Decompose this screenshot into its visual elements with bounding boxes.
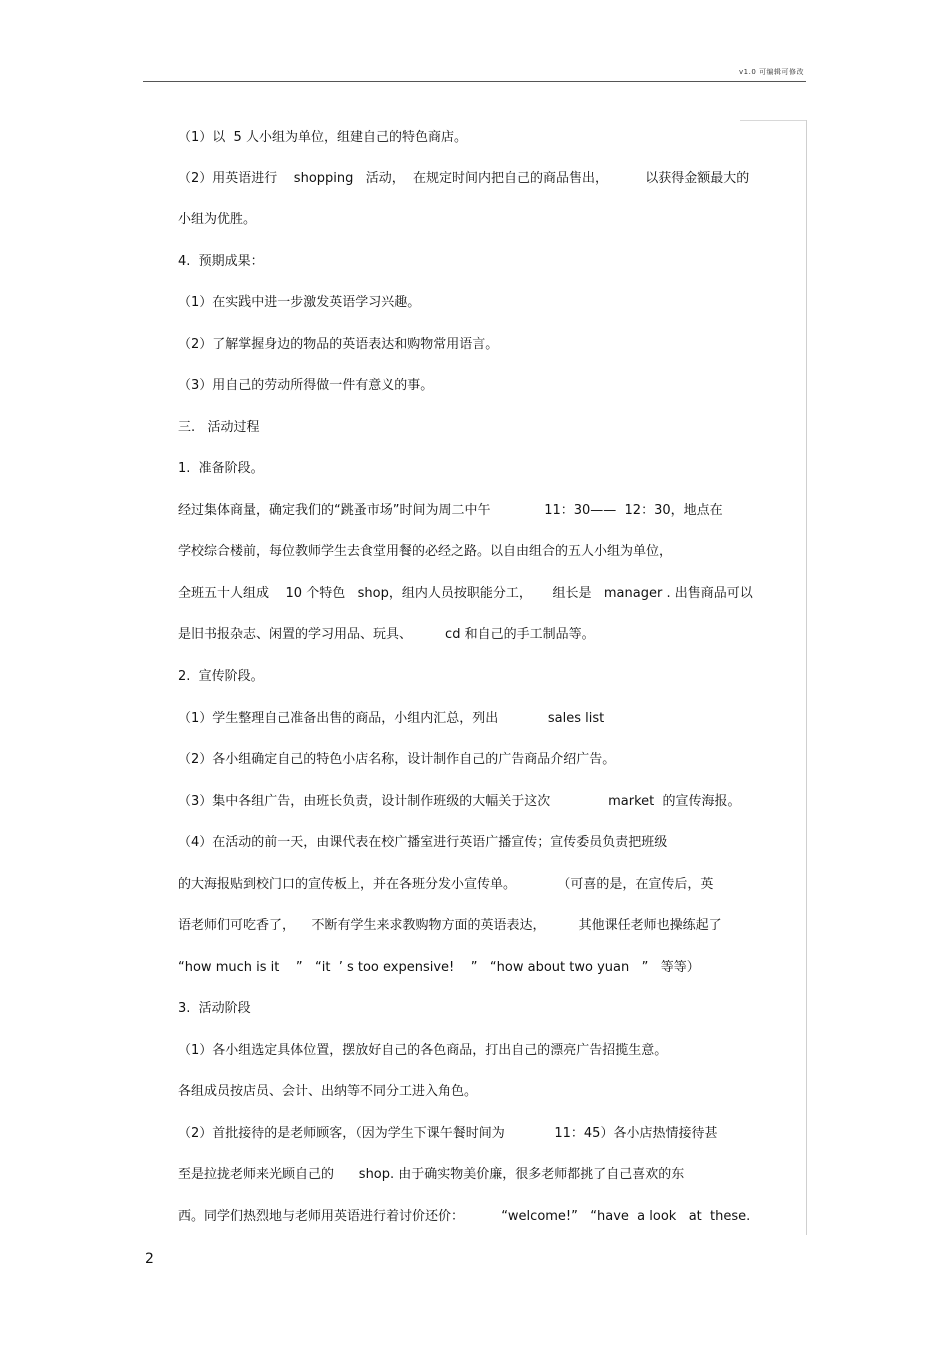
section-heading: 2. 宣传阶段。 — [178, 669, 264, 684]
text-line: （2）首批接待的是老师顾客，（因为学生下课午餐时间为 11：45）各小店热情接待甚 — [178, 1126, 718, 1141]
header-rule — [143, 81, 806, 82]
text-line: 语老师们可吃香了， 不断有学生来求教购物方面的英语表达， 其他课任老师也操练起了 — [178, 918, 722, 933]
text-line: 西。同学们热烈地与老师用英语进行着讨价还价： “welcome!” “have a look at these. — [178, 1209, 751, 1224]
text-line: 的大海报贴到校门口的宣传板上，并在各班分发小宣传单。 （可喜的是，在宣传后，英 — [178, 877, 714, 892]
text-line: 经过集体商量，确定我们的“跳蚤市场”时间为周二中午 11：30—— 12：30，地点在 — [178, 503, 723, 518]
section-heading: 3. 活动阶段 — [178, 1001, 251, 1016]
text-line: 是旧书报杂志、闲置的学习用品、玩具、 cd 和自己的手工制品等。 — [178, 627, 595, 642]
section-heading: 1. 准备阶段。 — [178, 461, 264, 476]
text-line: 至是拉拢老师来光顾自己的 shop. 由于确实物美价廉，很多老师都挑了自己喜欢的东 — [178, 1167, 685, 1182]
text-line: （4）在活动的前一天，由课代表在校广播室进行英语广播宣传；宣传委员负责把班级 — [178, 835, 668, 850]
header-version-text: v1.0 可编辑可修改 — [739, 68, 804, 76]
text-line: （2）了解掌握身边的物品的英语表达和购物常用语言。 — [178, 337, 499, 352]
text-line: （2）各小组确定自己的特色小店名称，设计制作自己的广告商品介绍广告。 — [178, 752, 616, 767]
frame-right-border — [806, 120, 807, 1235]
section-heading: 三. 活动过程 — [178, 420, 260, 435]
section-heading: 4. 预期成果： — [178, 254, 264, 269]
text-line: 各组成员按店员、会计、出纳等不同分工进入角色。 — [178, 1084, 478, 1099]
text-line: （1）各小组选定具体位置，摆放好自己的各色商品，打出自己的漂亮广告招揽生意。 — [178, 1043, 668, 1058]
text-line: 全班五十人组成 10 个特色 shop，组内人员按职能分工， 组长是 manager . 出售商品可以 — [178, 586, 753, 601]
text-line: （3）集中各组广告，由班长负责，设计制作班级的大幅关于这次 market 的宣传海报。 — [178, 794, 741, 809]
page-number: 2 — [145, 1251, 154, 1267]
text-line: （1）以 5 人小组为单位，组建自己的特色商店。 — [178, 130, 467, 145]
text-line: （3）用自己的劳动所得做一件有意义的事。 — [178, 378, 434, 393]
frame-top-border — [740, 120, 806, 121]
text-line: 小组为优胜。 — [178, 212, 257, 227]
text-line: （2）用英语进行 shopping 活动， 在规定时间内把自己的商品售出， 以获得金额最大的 — [178, 171, 750, 186]
text-line: （1）在实践中进一步激发英语学习兴趣。 — [178, 295, 421, 310]
text-line: 学校综合楼前，每位教师学生去食堂用餐的必经之路。以自由组合的五人小组为单位， — [178, 544, 673, 559]
text-line: “how much is it ” “it ’ s too expensive! ” “how about two yuan ” 等等） — [178, 960, 700, 975]
text-line: （1）学生整理自己准备出售的商品，小组内汇总，列出 sales list — [178, 711, 605, 726]
